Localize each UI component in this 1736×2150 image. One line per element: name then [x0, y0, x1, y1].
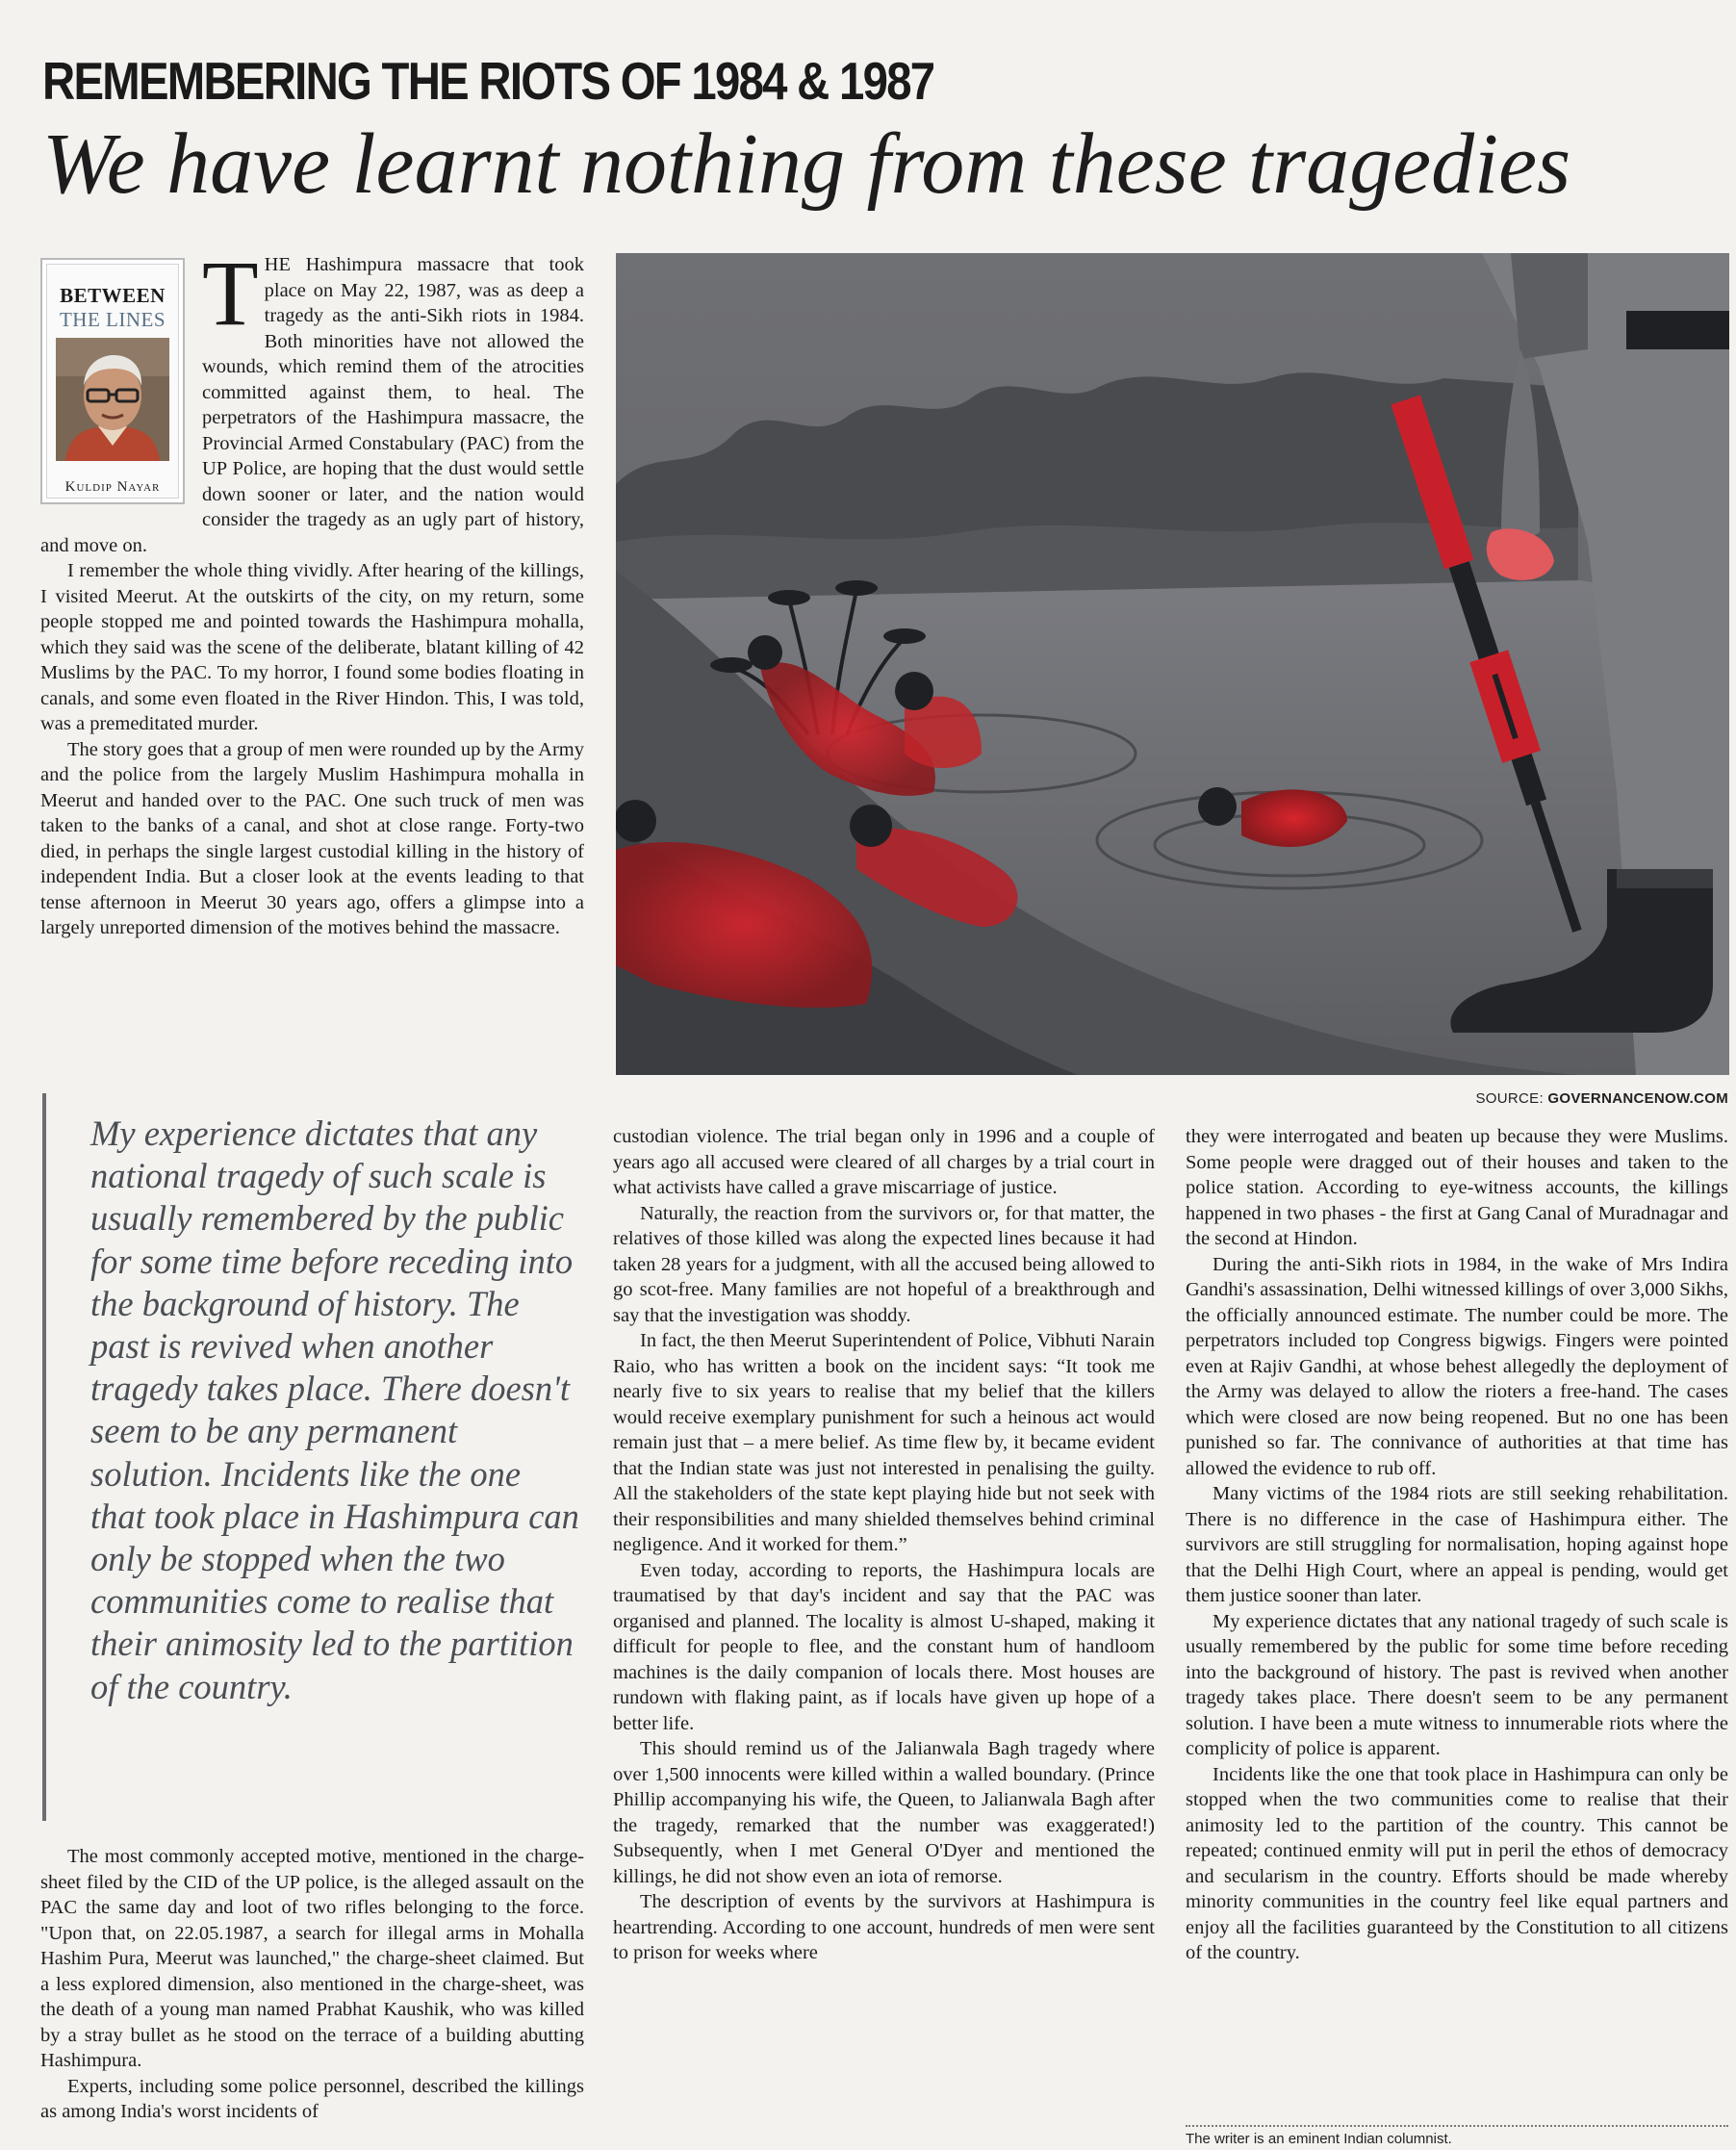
col1-paragraph: The most commonly accepted motive, mentioned in the charge-sheet filed by the CID of the UP police, is the alleged assault on the PAC the same day and loot of two rifles belonging to the force. "Upon that, on 22.05.1987, a search for illegal arms in Mohalla Hashim Pura, Meerut was launched," the charge-sheet claimed. But a less explored dimension, also mentioned in the charge-sheet, was the death of a young man named Prabhat Kaushik, who was killed by a stray bullet as he stood on the terrace of a building abutting Hashimpura.: [40, 1846, 584, 2071]
col2-paragraph: In fact, the then Meerut Superintendent of Police, Vibhuti Narain Raio, who has written a book on the incident says: “It took me nearly five to six years to realise that my belief that the killers would receive exemplary punishment for such a heinous act would remain just that – a mere belief. As time flew by, it became evident that the Indian state was just not interested in penalising the guilty. All the stakeholders of the state kept playing hide but not seek with their responsibilities and many shielded themselves behind criminal negligence. And it worked for them.”: [613, 1330, 1155, 1555]
col3-paragraph: Incidents like the one that took place in Hashimpura can only be stopped when the two communities come to realise that their animosity led to the partition of the country. This cannot be repeated; continued enmity will put in peril the ethos of democracy and secularism in the country. Efforts should be made whereby minority communities in the country feel like equal partners and enjoy all the facilities guaranteed by the Constitution to all citizens of the country.: [1186, 1763, 1728, 1963]
pull-quote-text: My experience dictates that any national tragedy of such scale is usually remembered by the public for some time before receding into the background of history. The past is revived when another tragedy takes place. There doesn't seem to be any permanent solution. Incidents like the one that took place in Hashimpura can only be stopped when the two communities come to realise that their animosity led to the partition of the country.: [90, 1113, 579, 1706]
kicker-heading: REMEMBERING THE RIOTS OF 1984 & 1987: [42, 51, 934, 111]
byline-box: [40, 258, 185, 504]
col3-paragraph: they were interrogated and beaten up because they were Muslims. Some people were dragged out of their houses and taken to the police station. According to eye-witness accounts, the killings happened in two phases - the first at Gang Canal of Muradnagar and the second at Hindon.: [1186, 1126, 1728, 1249]
author-endnote: The writer is an eminent Indian columnist.: [1186, 2125, 1728, 2147]
col3-paragraph: My experience dictates that any national tragedy of such scale is usually remembered by the public for some time before receding into the background of history. The past is revived when another tragedy takes place. There doesn't seem to be any permanent solution. I have been a mute witness to innumerable riots where the complicity of police is apparent.: [1186, 1610, 1728, 1759]
headline: We have learnt nothing from these tragedies: [42, 116, 1571, 212]
col2-paragraph: Naturally, the reaction from the survivors or, for that matter, the relatives of those killed was along the expected lines because it had taken 28 years for a judgment, with all the accused being allowed to go scot-free. Many families are not hopeful of a breakthrough and say that the investigation was shoddy.: [613, 1202, 1155, 1326]
col3-paragraph: During the anti-Sikh riots in 1984, in the wake of Mrs Indira Gandhi's assassination, Delhi witnessed killings of over 3,000 Sikhs, the officially announced estimate. The number could be more. The perpetrators included top Congress bigwigs. Fingers were pointed even at Rajiv Gandhi, at whose behest allegedly the deployment of the Army was delayed to allow the rioters a free-hand. The cases which were closed are now being reopened. But no one has been punished so far. The connivance of authorities at that time has allowed the evidence to rub off.: [1186, 1253, 1728, 1479]
col3-paragraph: Many victims of the 1984 riots are still seeking rehabilitation. There is no difference in the case of Hashimpura either. The survivors are still struggling for normalisation, hoping against hope that the Delhi High Court, where an appeal is pending, would get them justice sooner than later.: [1186, 1483, 1728, 1606]
col2-paragraph: The description of events by the survivors at Hashimpura is heartrending. According to one account, hundreds of men were sent to prison for weeks where: [613, 1891, 1155, 1963]
col2-paragraph: Even today, according to reports, the Hashimpura locals are traumatised by that day's incident and say that the PAC was organised and planned. The locality is almost U-shaped, making it difficult for people to flee, and the constant hum of handloom machines is the daily companion of locals there. Most houses are rundown with flaking paint, as if locals have given up hope of a better life.: [613, 1559, 1155, 1734]
intro-paragraph-1: THE Hashimpura massacre that took place on May 22, 1987, was as deep a tragedy as the anti-Sikh riots in 1984. Both minorities have not allowed the wounds, which remind them of the atrocities committed against them, to heal. The perpetrators of the Hashimpura massacre, the Provincial Armed Constabulary (PAC) from the UP Police, are hoping that the dust would settle down sooner or later, and the nation would consider the tragedy as an ugly part of history, and move on.: [40, 242, 584, 556]
intro-paragraph-3: The story goes that a group of men were rounded up by the Army and the police from the largely Muslim Hashimpura mohalla in Meerut and handed over to the PAC. One such truck of men was taken to the banks of a canal, and shot at close range. Forty-two died, in perhaps the single largest custodial killing in the history of independent India. But a closer look at the events leading to that tense afternoon in Meerut 30 years ago, offers a glimpse into a largely unreported dimension of the motives behind the massacre.: [40, 738, 584, 938]
column-1-bottom: [40, 1844, 584, 2125]
drop-cap: T: [202, 242, 259, 345]
pull-quote: [42, 1093, 585, 1821]
column-name-line1: BETWEEN: [60, 284, 166, 307]
col2-paragraph: custodian violence. The trial began only in 1996 and a couple of years ago all accused were cleared of all charges by a trial court in what activists have called a grave miscarriage of justice.: [613, 1126, 1155, 1198]
column-3: [1186, 1124, 1728, 1966]
column-name-line2: THE LINES: [59, 307, 166, 331]
author-portrait: [56, 338, 169, 461]
col1-paragraph: Experts, including some police personnel, described the killings as among India's worst incidents of: [40, 2075, 584, 2122]
cropped-header-strip: [0, 0, 1736, 10]
intro-column: [40, 242, 584, 941]
column-2: [613, 1124, 1155, 1966]
intro-paragraph-2: I remember the whole thing vividly. After hearing of the killings, I visited Meerut. At the outskirts of the city, on my return, some people stopped me and pointed towards the Hashimpura mohalla, which they said was the scene of the deliberate, blatant killing of 42 Muslims by the PAC. To my horror, I found some bodies floating in canals, and some even floated in the River Hindon. This, I was told, was a premeditated murder.: [40, 560, 584, 734]
col2-paragraph: This should remind us of the Jalianwala Bagh tragedy where over 1,500 innocents were killed within a walled boundary. (Prince Phillip accompanying his wife, the Queen, to Jalianwala Bagh after the tragedy, remarked that the number was exaggerated!) Subsequently, when I met General O'Dyer and mentioned the killings, he did not show even an iota of remorse.: [613, 1738, 1155, 1887]
illustration: [616, 253, 1729, 1075]
author-name: Kuldip Nayar: [64, 479, 161, 495]
image-source-credit: SOURCE: GOVERNANCENOW.COM: [1475, 1090, 1728, 1107]
